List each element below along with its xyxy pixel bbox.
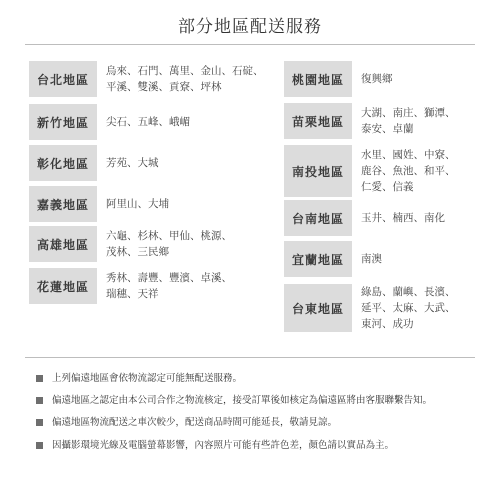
region-label: 台南地區 [284, 200, 352, 236]
square-bullet-icon [36, 419, 43, 426]
region-towns: 玉井、楠西、南化 [361, 212, 445, 224]
region-towns: 烏來、石門、萬里、金山、石碇、 平溪、雙溪、貢寮、坪林 [106, 65, 264, 93]
region-nantou [284, 145, 456, 197]
region-label: 新竹地區 [29, 104, 97, 140]
region-taipei [29, 61, 264, 97]
region-label: 苗栗地區 [284, 103, 352, 139]
region-label: 嘉義地區 [29, 186, 97, 222]
region-towns: 六龜、杉林、甲仙、桃源、 茂林、三民鄉 [106, 230, 232, 258]
notes-divider [25, 357, 475, 358]
region-label: 南投地區 [284, 145, 352, 197]
note-item [36, 416, 476, 430]
square-bullet-icon [36, 397, 43, 404]
region-tainan [284, 200, 445, 236]
region-label: 台北地區 [29, 61, 97, 97]
region-label: 彰化地區 [29, 145, 97, 181]
region-label: 桃園地區 [284, 61, 352, 97]
region-towns: 尖石、五峰、峨嵋 [106, 116, 190, 128]
region-towns: 綠島、蘭嶼、長濱、 延平、太麻、大武、 東河、成功 [361, 286, 456, 330]
region-label: 宜蘭地區 [284, 241, 352, 277]
note-item [36, 439, 476, 453]
region-kaohsiung [29, 226, 232, 262]
region-label: 高雄地區 [29, 226, 97, 262]
region-towns: 秀林、壽豐、豐濱、卓溪、 瑞穗、天祥 [106, 272, 232, 300]
note-text: 偏遠地區之認定由本公司合作之物流核定，接受訂單後如核定為偏遠區將由客服聯繫告知。 [52, 395, 433, 407]
top-divider [25, 44, 475, 45]
region-towns: 南澳 [361, 253, 382, 265]
region-label: 花蓮地區 [29, 268, 97, 304]
note-item [36, 394, 476, 408]
region-label: 台東地區 [284, 284, 352, 332]
note-text: 上列偏遠地區會依物流認定可能無配送服務。 [52, 373, 243, 384]
note-item [36, 372, 476, 386]
region-towns: 阿里山、大埔 [106, 198, 169, 210]
page-title: 部分地區配送服務 [178, 17, 322, 37]
region-changhua [29, 145, 159, 181]
region-yilan [284, 241, 382, 277]
region-towns: 芳苑、大城 [106, 157, 159, 169]
region-towns: 復興鄉 [361, 73, 393, 85]
region-miaoli [284, 103, 456, 139]
region-hualien [29, 268, 232, 304]
square-bullet-icon [36, 375, 43, 382]
note-text: 因攝影環境光線及電腦螢幕影響，內容照片可能有些許色差，顏色請以實品為主。 [52, 439, 395, 451]
region-hsinchu [29, 104, 190, 140]
notes-list [36, 372, 476, 461]
note-text: 偏遠地區物流配送之車次較少，配送商品時間可能延長，敬請見諒。 [52, 417, 338, 429]
region-towns: 大湖、南庄、獅潭、 泰安、卓蘭 [361, 107, 456, 135]
region-taoyuan [284, 61, 393, 97]
region-chiayi [29, 186, 169, 222]
region-taitung [284, 284, 456, 332]
square-bullet-icon [36, 442, 43, 449]
region-towns: 水里、國姓、中寮、 鹿谷、魚池、和平、 仁愛、信義 [361, 149, 456, 193]
